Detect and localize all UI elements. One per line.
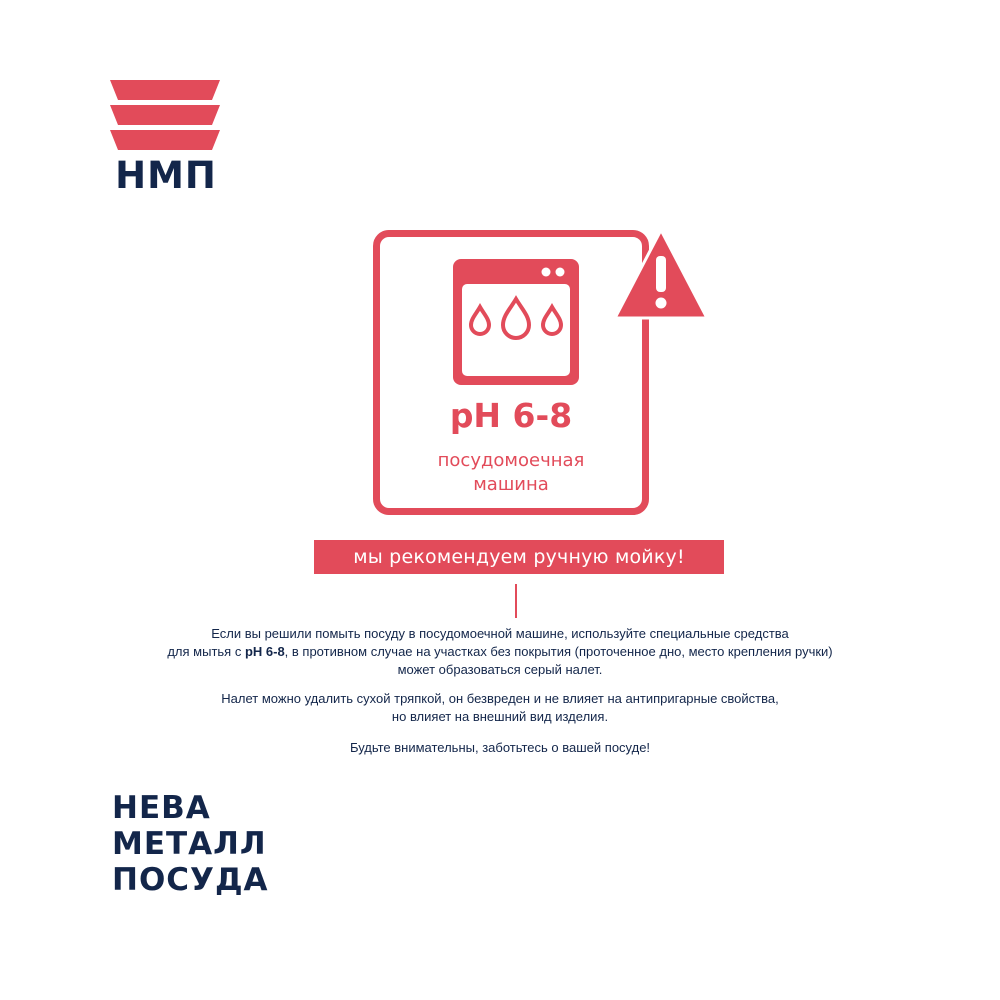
paragraph-closing bbox=[110, 739, 890, 757]
paragraph1-line2-prefix: для мытья с bbox=[167, 644, 245, 659]
paragraph2-line2: но влияет на внешний вид изделия. bbox=[391, 709, 609, 724]
brand-line3: ПОСУДА bbox=[112, 862, 269, 898]
paragraph3-line1: Будьте внимательны, заботьтесь о вашей посуде! bbox=[349, 740, 651, 755]
stacked-pans-logo-icon bbox=[110, 78, 222, 154]
paragraph1-line1: Если вы решили помыть посуду в посудомоечной машине, используйте специальные средства bbox=[211, 626, 789, 641]
dishwasher-icon bbox=[453, 259, 579, 385]
paragraph1-line2-suffix: , в противном случае на участках без покрытия (проточенное дно, место крепления ручки) bbox=[284, 644, 833, 659]
company-logo bbox=[110, 78, 222, 196]
paragraph-ph-advice bbox=[110, 625, 890, 679]
dishwasher-ph-card bbox=[373, 230, 649, 515]
paragraph1-line2 bbox=[110, 643, 890, 661]
brand-line1: НЕВА bbox=[112, 790, 211, 826]
paragraph1-ph-bold: pH 6-8 bbox=[244, 644, 285, 659]
ph-value: pH 6-8 bbox=[449, 396, 573, 435]
brand-name bbox=[112, 790, 269, 898]
paragraph2-line1: Налет можно удалить сухой тряпкой, он безвреден и не влияет на антипригарные свойства, bbox=[221, 691, 779, 706]
warning-triangle-icon bbox=[612, 226, 710, 324]
paragraph-residue-removal bbox=[110, 690, 890, 726]
dishwasher-label bbox=[380, 449, 642, 497]
paragraph1-line3: может образоваться серый налет. bbox=[397, 662, 603, 677]
recommendation-banner: мы рекомендуем ручную мойку! bbox=[314, 540, 724, 574]
connector-line bbox=[515, 584, 517, 618]
logo-text: НМП bbox=[115, 154, 217, 197]
brand-line2: МЕТАЛЛ bbox=[112, 826, 267, 862]
dishwasher-label-line2: машина bbox=[473, 474, 549, 495]
dishwasher-label-line1: посудомоечная bbox=[437, 450, 585, 471]
